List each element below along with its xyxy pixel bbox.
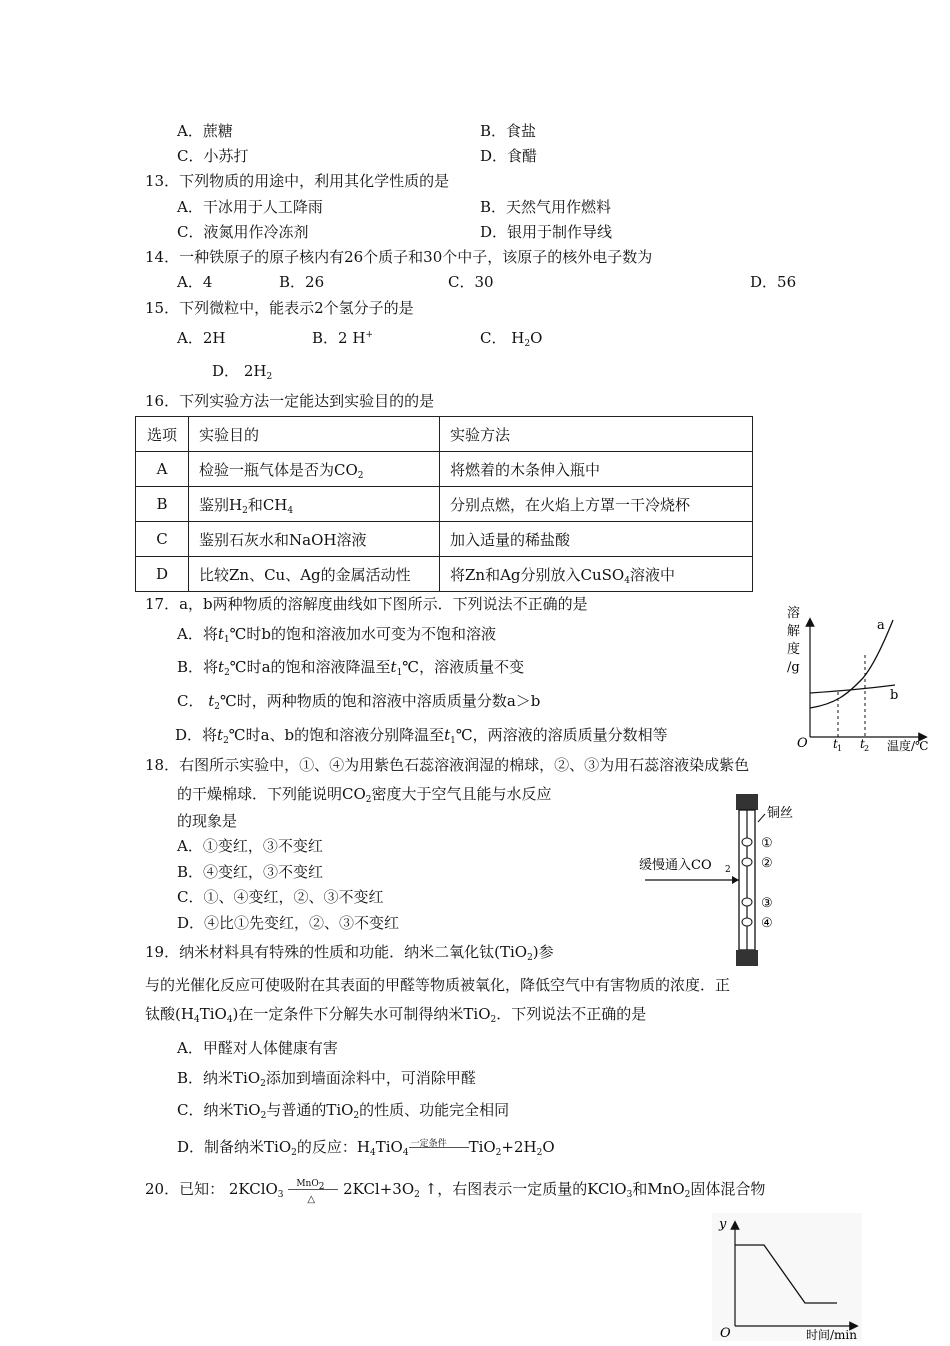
q19-option-d: D．制备纳米TiO$_2$的反应：$H_4TiO_4$ 一定条件 $TiO_2+2H_2O$ — [177, 1138, 555, 1158]
q18-stem: 18．右图所示实验中，①、④为用紫色石蕊溶液润湿的棉球，②、③为用石蕊溶液染成紫色 — [145, 756, 750, 774]
q13-option-a: A．干冰用于人工降雨 — [177, 198, 323, 216]
q16-table — [135, 416, 753, 592]
curve-a-label: a — [877, 618, 885, 633]
origin-label: O — [797, 736, 808, 751]
header-purpose: 实验目的 — [189, 417, 440, 452]
solubility-graph — [785, 600, 945, 755]
q15-option-d: D． $2H_2$ — [212, 362, 273, 382]
row-purpose: 比较Zn、Cu、Ag的金属活动性 — [189, 557, 440, 592]
t2-sub: 2 — [864, 744, 870, 753]
table-row — [136, 452, 753, 487]
reaction-condition: 一定条件 — [409, 1138, 469, 1158]
q18-option-b: B．④变红，③不变红 — [177, 863, 324, 881]
q19-option-c: C．纳米TiO$_2$与普通的TiO$_2$的性质、功能完全相同 — [177, 1101, 510, 1121]
table-row — [136, 487, 753, 522]
t1-label: t — [833, 737, 838, 751]
q18-stem-2: 的干燥棉球．下列能说明$CO_2$密度大于空气且能与水反应 — [177, 785, 552, 805]
table-header-row — [136, 417, 753, 452]
t2-label: t — [860, 737, 865, 751]
row-option: C — [136, 522, 189, 557]
marker-1: ① — [761, 836, 773, 851]
co2-apparatus-figure — [635, 790, 820, 975]
origin-label: O — [720, 1326, 731, 1341]
inlet-label-sub: 2 — [725, 865, 731, 875]
q19-option-b: B．纳米TiO$_2$添加到墙面涂料中，可消除甲醛 — [177, 1069, 476, 1089]
q14-stem: 14．一种铁原子的原子核内有26个质子和30个中子，该原子的核外电子数为 — [145, 248, 653, 266]
row-method: 分别点燃，在火焰上方罩一干冷烧杯 — [440, 487, 753, 522]
q19-stem-2: 与的光催化反应可使吸附在其表面的甲醛等物质被氧化，降低空气中有害物质的浓度．正 — [145, 976, 731, 994]
q12-option-c: C．小苏打 — [177, 147, 249, 165]
mass-time-graph — [712, 1213, 862, 1341]
header-option: 选项 — [136, 417, 189, 452]
top-stopper — [736, 794, 758, 810]
row-option: D — [136, 557, 189, 592]
q13-option-b: B．天然气用作燃料 — [480, 198, 612, 216]
q17-stem: 17．a，b两种物质的溶解度曲线如下图所示．下列说法不正确的是 — [145, 595, 588, 613]
q18-stem-3: 的现象是 — [177, 812, 238, 830]
q13-option-d: D．银用于制作导线 — [480, 223, 613, 241]
q19-option-a: A．甲醛对人体健康有害 — [177, 1039, 338, 1057]
cotton-ball-2 — [742, 858, 752, 866]
q12-option-b: B．食盐 — [480, 122, 537, 140]
x-label: 温度/℃ — [887, 739, 929, 753]
cotton-ball-4 — [742, 918, 752, 926]
curve-b-label: b — [890, 688, 899, 703]
row-method: 将燃着的木条伸入瓶中 — [440, 452, 753, 487]
inlet-label: 缓慢通入CO — [639, 858, 712, 873]
q13-option-c: C．液氮用作冷冻剂 — [177, 223, 309, 241]
x-label: 时间/min — [806, 1328, 857, 1341]
q15-stem: 15．下列微粒中，能表示2个氢分子的是 — [145, 299, 414, 317]
cotton-ball-1 — [742, 838, 752, 846]
y-label-4: /g — [787, 660, 800, 675]
inlet-arrow — [732, 876, 739, 884]
table-row — [136, 522, 753, 557]
y-label-1: 溶 — [787, 606, 801, 621]
q17-option-c: C． $t_2℃$时，两种物质的饱和溶液中溶质质量分数a＞b — [177, 692, 541, 712]
y-label-3: 度 — [787, 642, 801, 657]
q14-option-b: B．26 — [279, 273, 325, 291]
cotton-ball-3 — [742, 898, 752, 906]
marker-4: ④ — [761, 916, 773, 931]
row-method: 将Zn和Ag分别放入CuSO$_4$溶液中 — [440, 557, 753, 592]
y-label-2: 解 — [787, 624, 801, 639]
wire-pointer — [758, 814, 765, 822]
q20-stem: 20．已知： 2KClO$_3$ MnO$_2$ △ $2KCl+3O_2$ ↑，右图表示一定质量的KClO$_3$和MnO$_2$固体混合物 — [145, 1179, 766, 1205]
q13-stem: 13．下列物质的用途中，利用其化学性质的是 — [145, 172, 450, 190]
row-purpose: 鉴别石灰水和NaOH溶液 — [189, 522, 440, 557]
row-purpose: 检验一瓶气体是否为$CO_2$ — [189, 452, 440, 487]
row-option: A — [136, 452, 189, 487]
marker-3: ③ — [761, 896, 773, 911]
marker-2: ② — [761, 856, 773, 871]
q12-option-a: A．蔗糖 — [177, 122, 233, 140]
wire-label: 铜丝 — [767, 806, 794, 821]
reaction-condition: MnO$_2$ △ — [288, 1180, 338, 1200]
row-option: B — [136, 487, 189, 522]
row-purpose: 鉴别$H_2$和$CH_4$ — [189, 487, 440, 522]
header-method: 实验方法 — [440, 417, 753, 452]
curve-a — [810, 620, 893, 708]
t1-sub: 1 — [837, 744, 843, 753]
q18-option-d: D．④比①先变红，②、③不变红 — [177, 914, 400, 932]
q18-option-a: A．①变红，③不变红 — [177, 837, 323, 855]
table-row — [136, 557, 753, 592]
q16-stem: 16．下列实验方法一定能达到实验目的的是 — [145, 392, 435, 410]
q17-option-b: B．将$t_2℃$时a的饱和溶液降温至$t_1℃$，溶液质量不变 — [177, 658, 525, 678]
q15-option-c: C． $H_2O$ — [480, 329, 543, 349]
q19-stem-1: 19．纳米材料具有特殊的性质和功能．纳米二氧化钛(TiO$_2$)参 — [145, 943, 554, 963]
bottom-stopper — [736, 950, 758, 966]
q15-option-a: A．2H — [177, 329, 226, 347]
row-method: 加入适量的稀盐酸 — [440, 522, 753, 557]
q17-option-d: D．将$t_2℃$时a、b的饱和溶液分别降温至$t_1℃$，两溶液的溶质质量分数相等 — [175, 726, 668, 746]
q19-stem-3: 钛酸$(H_4TiO_4)$在一定条件下分解失水可制得纳米TiO$_2$．下列说法不正确的是 — [145, 1005, 647, 1025]
q18-option-c: C．①、④变红，②、③不变红 — [177, 888, 384, 906]
q15-option-b: B．2 H+ — [312, 329, 373, 347]
q12-option-d: D．食醋 — [480, 147, 538, 165]
y-label: y — [719, 1217, 727, 1232]
q14-option-d: D．56 — [750, 273, 797, 291]
q17-option-a: A．将$t_1℃$时b的饱和溶液加水可变为不饱和溶液 — [177, 625, 496, 645]
q14-option-c: C．30 — [448, 273, 494, 291]
q14-option-a: A．4 — [177, 273, 213, 291]
